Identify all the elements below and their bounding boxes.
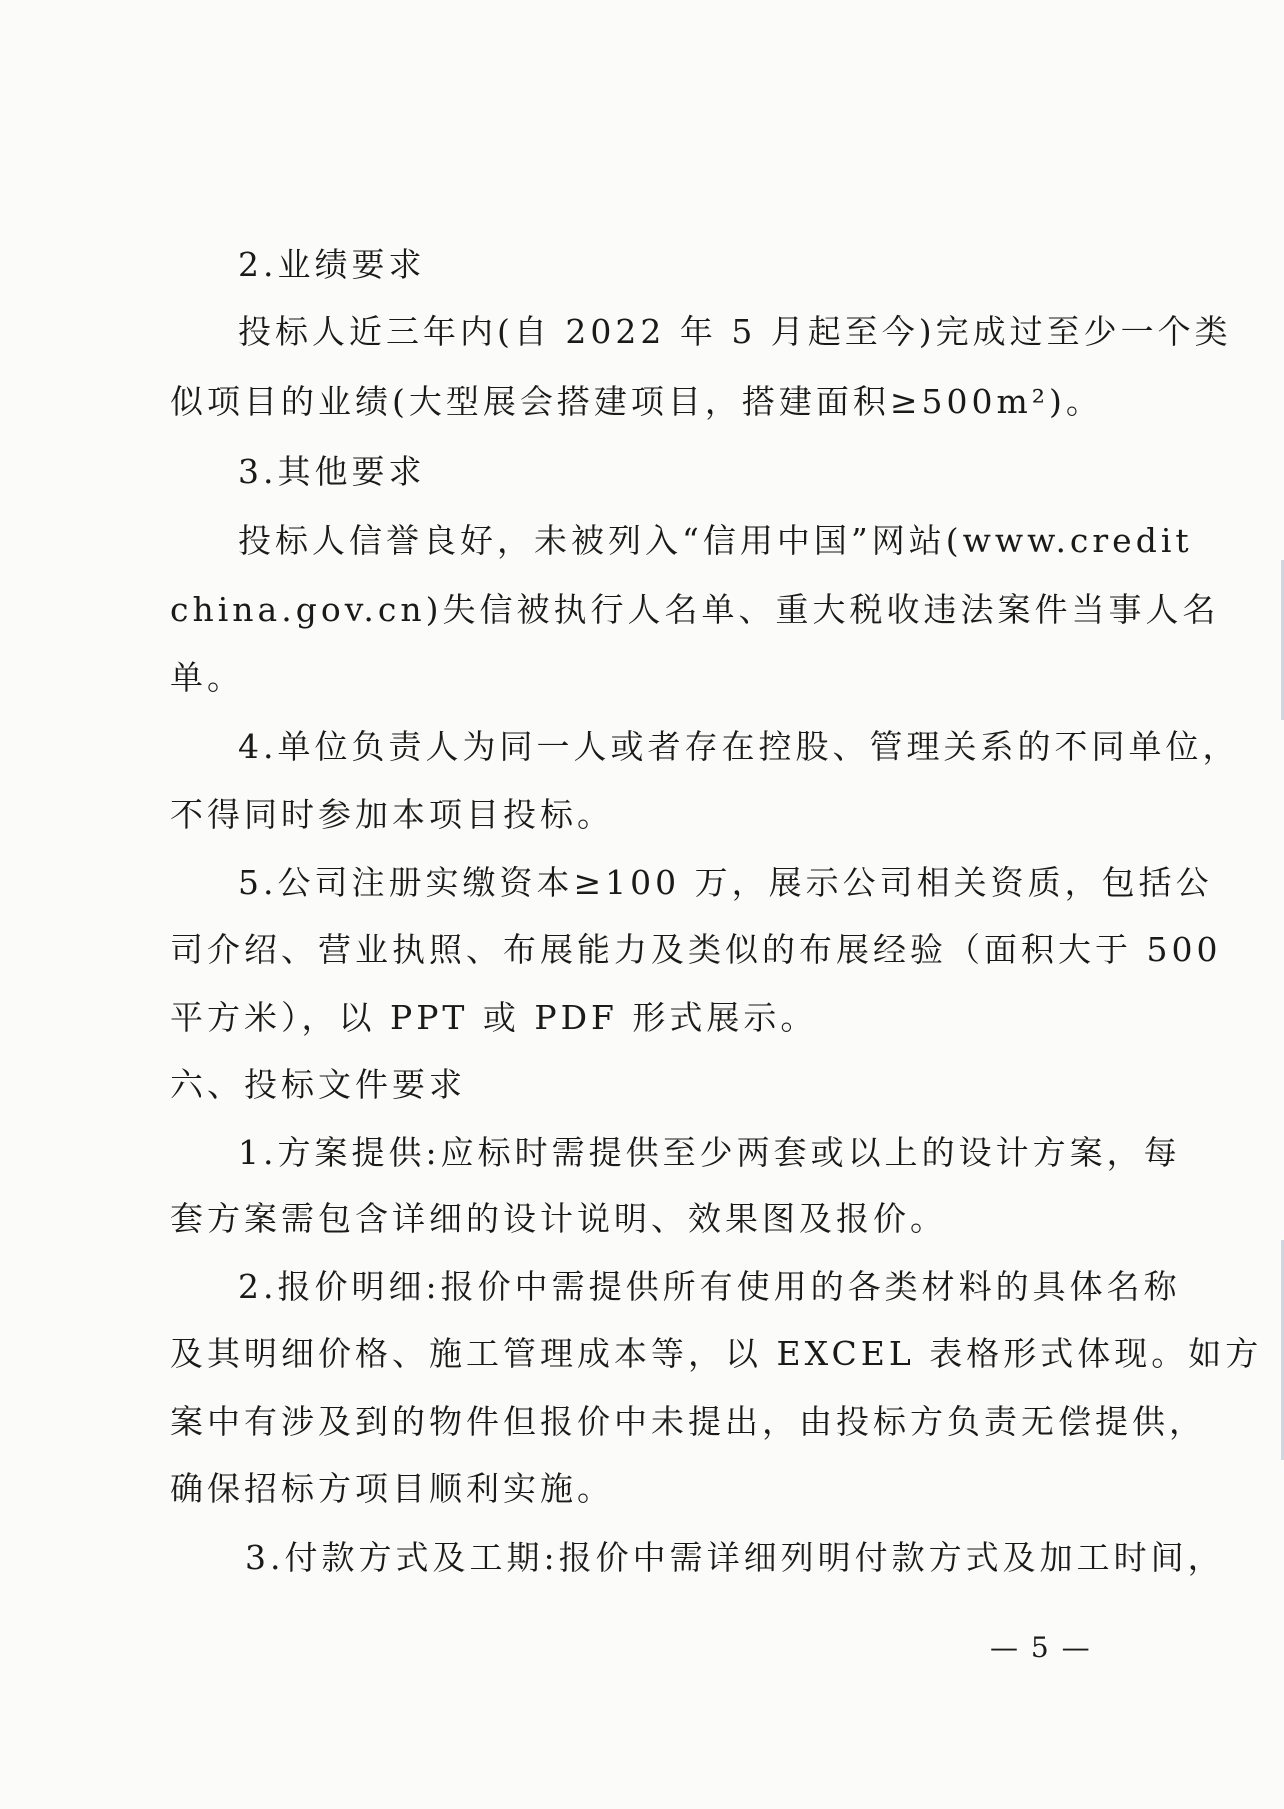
section-heading-bid-requirements: 六、投标文件要求 bbox=[170, 1065, 466, 1104]
body-line: 1.方案提供:应标时需提供至少两套或以上的设计方案，每 bbox=[238, 1133, 1181, 1172]
body-line: 投标人信誉良好，未被列入“信用中国”网站(www.credit bbox=[238, 521, 1193, 560]
body-line: 案中有涉及到的物件但报价中未提出，由投标方负责无偿提供， bbox=[170, 1402, 1206, 1441]
body-line: 2.报价明细:报价中需提供所有使用的各类材料的具体名称 bbox=[238, 1267, 1181, 1306]
body-line: 单。 bbox=[170, 658, 244, 697]
body-line: 似项目的业绩(大型展会搭建项目，搭建面积≥500m²)。 bbox=[170, 382, 1103, 421]
body-line: 及其明细价格、施工管理成本等，以 EXCEL 表格形式体现。如方 bbox=[170, 1334, 1263, 1373]
body-line: china.gov.cn)失信被执行人名单、重大税收违法案件当事人名 bbox=[170, 590, 1220, 629]
body-line: 套方案需包含详细的设计说明、效果图及报价。 bbox=[170, 1199, 947, 1238]
body-line: 司介绍、营业执照、布展能力及类似的布展经验（面积大于 500 bbox=[170, 930, 1222, 969]
body-line: 5.公司注册实缴资本≥100 万，展示公司相关资质，包括公 bbox=[238, 863, 1213, 902]
body-line: 不得同时参加本项目投标。 bbox=[170, 795, 614, 834]
subheading-performance: 2.业绩要求 bbox=[238, 245, 426, 284]
body-line: 4.单位负责人为同一人或者存在控股、管理关系的不同单位， bbox=[238, 727, 1240, 766]
body-line: 3.付款方式及工期:报价中需详细列明付款方式及加工时间， bbox=[245, 1538, 1225, 1577]
body-line: 确保招标方项目顺利实施。 bbox=[170, 1469, 614, 1508]
page-number: — 5 — bbox=[990, 1631, 1092, 1664]
body-line: 投标人近三年内(自 2022 年 5 月起至今)完成过至少一个类 bbox=[238, 312, 1232, 351]
body-line: 平方米），以 PPT 或 PDF 形式展示。 bbox=[170, 998, 818, 1037]
subheading-other: 3.其他要求 bbox=[238, 452, 426, 491]
